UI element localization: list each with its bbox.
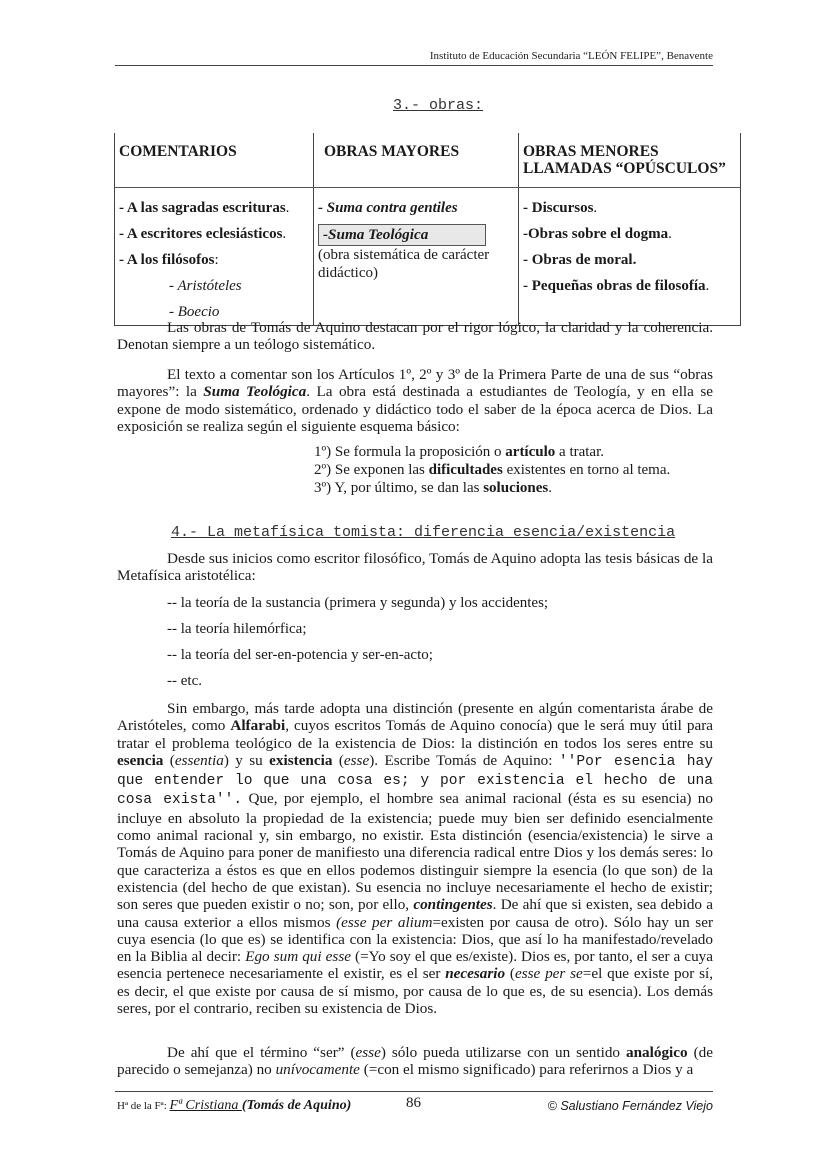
list-item [523, 273, 736, 299]
scheme-item [314, 461, 670, 479]
text-run: contingentes [413, 896, 493, 914]
text-run: ( [163, 751, 175, 769]
page-footer [115, 1091, 713, 1113]
scheme-list [314, 443, 670, 497]
table-row [115, 188, 741, 326]
text-run: (=Yo soy el que es/existe). Dios es, por tanto, el ser a cuya esencia pertenece necesariamente el existir, es el ser [117, 948, 714, 983]
section-4-title: 4.- La metafísica tomista: diferencia esencia/existencia [171, 524, 676, 541]
list-item: - Suma contra gentiles [318, 200, 458, 216]
sub-list-item: - Boecio [169, 304, 220, 320]
cell-comentarios [115, 188, 314, 326]
text-run: analógico [626, 1044, 688, 1061]
footer-copyright: © Salustiano Fernández Viejo [547, 1099, 713, 1113]
text-run: esencia [117, 751, 164, 769]
text-run: - A escritores eclesiásticos [119, 226, 283, 242]
text-run: . [705, 278, 710, 294]
thesis-item: -- la teoría de la sustancia (primera y segunda) y los accidentes; [167, 595, 549, 611]
text-run: essentia [174, 751, 224, 769]
paragraph-essence-existence [117, 700, 713, 1017]
list-item [119, 195, 309, 221]
thesis-item: -- la teoría del ser-en-potencia y ser-en-acto; [167, 647, 433, 663]
text-run: -Obras sobre el dogma [523, 226, 669, 242]
text-run: esse [343, 751, 370, 769]
paragraph-text-to-comment [117, 366, 713, 435]
text-run: . [668, 226, 672, 242]
text-run: esse [355, 1044, 381, 1061]
text-run: ) y su [223, 751, 270, 769]
text-run: . [285, 200, 290, 216]
footer-subject [117, 1098, 351, 1114]
list-item [523, 195, 736, 221]
text-run: . La obra está destinada a estudiantes de Teología, y en ella se expone de modo sistemático, ordenado y didáctico todo el saber de la época acerca de Dios. La exposición se realiza según el siguiente esquema básico: [117, 383, 713, 435]
paragraph-analogy [117, 1044, 713, 1079]
text-run: El texto a comentar son los Artículos 1º, 2º y 3º de la Primera Parte de una de sus “obras mayores”: la [117, 366, 713, 401]
text-run: existentes en torno al tema. [502, 462, 671, 478]
text-run: ). Escribe Tomás de Aquino: [369, 751, 559, 769]
header-obras-menores-line2: LLAMADAS “OPÚSCULOS” [523, 160, 726, 177]
text-run: ) sólo pueda utilizarse con un sentido [380, 1044, 626, 1061]
text-run: Sin embargo, más tarde adopta una distinción (presente en algún comentarista árabe de Aristóteles, como [117, 700, 713, 735]
text-run: : [214, 252, 219, 268]
table-header-row [115, 133, 741, 188]
text-run: - Pequeñas obras de filosofía [523, 278, 706, 294]
text-run: De ahí que el término “ser” ( [167, 1044, 356, 1061]
text-run: - A las sagradas escrituras [119, 200, 286, 216]
text-run: - A los filósofos [119, 252, 215, 268]
text-run: (Tomás de Aquino) [241, 1098, 352, 1113]
text-run: =el que existe por sí, es decir, el que existe por causa de sí mismo, por causa de lo que es, de su esencia). Los demás seres, por el contrario, reciben su existencia de Dios. [117, 965, 713, 1018]
text-run: unívocamente [275, 1061, 360, 1079]
scheme-item [314, 479, 670, 497]
text-run: esse per se [514, 965, 583, 983]
text-run: ( [505, 965, 515, 983]
list-item [119, 247, 309, 273]
text-run: 3º) Y, por último, se dan las [314, 480, 484, 496]
text-run: . [593, 200, 598, 216]
paragraph-works-intro [117, 319, 713, 354]
text-run: . [548, 480, 552, 496]
footer-subject-link[interactable]: Fª Cristiana [169, 1098, 242, 1113]
aquinas-quote: ''Por esencia hay que entender lo que una cosa es; y por existencia el hecho de una cosa exista''. [117, 753, 713, 809]
header-comentarios: COMENTARIOS [115, 133, 314, 188]
thesis-item: -- la teoría hilemórfica; [167, 621, 307, 637]
works-table [114, 133, 741, 326]
text-run: dificultades [428, 462, 503, 478]
text-run: (=con el mismo significado) para referirnos a Dios y a [359, 1061, 694, 1079]
text-run: Que, por ejemplo, el hombre sea animal racional (ésta es su esencia) no incluye en absoluto la propiedad de la existencia; puede muy bien ser definido esencialmente como animal racional y, sin embargo, no existir. Esta distinción (esencia/existencia) le sirve a Tomás de Aquino para poner de manifiesto una diferencia radical entre Dios y los demás seres: lo que caracteriza a éstos es que en ellos podemos distinguir siempre la esencia (lo que son) de la existencia (del hecho de que existan). Su esencia no incluye necesariamente el hecho de existir; son seres que pueden existir o no; son, por ello, [117, 790, 713, 914]
text-run: (de parecido o semejanza) no [117, 1044, 713, 1079]
sub-list-item: - Aristóteles [169, 278, 242, 294]
text-run: soluciones [483, 480, 549, 496]
text-run: ( [332, 751, 344, 769]
text-run: 1º) Se formula la proposición o [314, 444, 506, 460]
text-run: Las obras de Tomás de Aquino destacan por el rigor lógico, la claridad y la coherencia. Denotan siempre a un teólogo sistemático. [117, 319, 713, 354]
scheme-item [314, 443, 670, 461]
text-run: artículo [505, 444, 556, 460]
text-run: 2º) Se exponen las [314, 462, 429, 478]
work-note: (obra sistemática de carácter didáctico) [318, 247, 490, 281]
header-obras-menores [519, 133, 741, 188]
text-run: Suma Teológica [203, 383, 307, 401]
list-item [119, 221, 309, 247]
text-run: . [282, 226, 287, 242]
text-run: Hª de la Fª: [117, 1100, 170, 1112]
text-run: , cuyos escritos Tomás de Aquino conocía) que le será muy útil para tratar el problema teológico de la existencia de Dios: la distinción en todos los seres entre su [117, 717, 713, 752]
list-item: - Obras de moral. [523, 252, 637, 268]
list-item [523, 221, 736, 247]
highlighted-work: -Suma Teológica [318, 224, 486, 246]
page-header [115, 49, 713, 66]
text-run: necesario [445, 965, 506, 983]
text-run: (esse per alium [336, 913, 433, 931]
text-run: Alfarabi [230, 717, 286, 735]
text-run: . De ahí que si existen, sea debido a una causa exterior a ellos mismos [117, 896, 714, 931]
header-obras-mayores: OBRAS MAYORES [314, 133, 519, 188]
paragraph-metaphysics-intro [117, 550, 713, 585]
thesis-item: -- etc. [167, 673, 202, 689]
text-run: - Discursos [523, 200, 594, 216]
header-obras-menores-line1: OBRAS MENORES [523, 143, 659, 160]
text-run: =existen por causa de otro). Sólo hay un ser cuya esencia (lo que es) se identifica con la existencia: Dios, que así lo ha manifestado/revelado en la Biblia al decir: [117, 913, 714, 966]
text-run: Desde sus inicios como escritor filosófico, Tomás de Aquino adopta las tesis básicas de la Metafísica aristotélica: [117, 550, 713, 585]
text-run: a tratar. [555, 444, 605, 460]
cell-obras-mayores [314, 188, 519, 326]
institution-name: Instituto de Educación Secundaria “LEÓN FELIPE”, Benavente [429, 50, 713, 62]
text-run: Ego sum qui esse [245, 948, 351, 966]
text-run: existencia [269, 751, 333, 769]
section-3-title: 3.- obras: [393, 97, 484, 114]
page-number: 86 [406, 1095, 421, 1111]
cell-obras-menores [519, 188, 741, 326]
